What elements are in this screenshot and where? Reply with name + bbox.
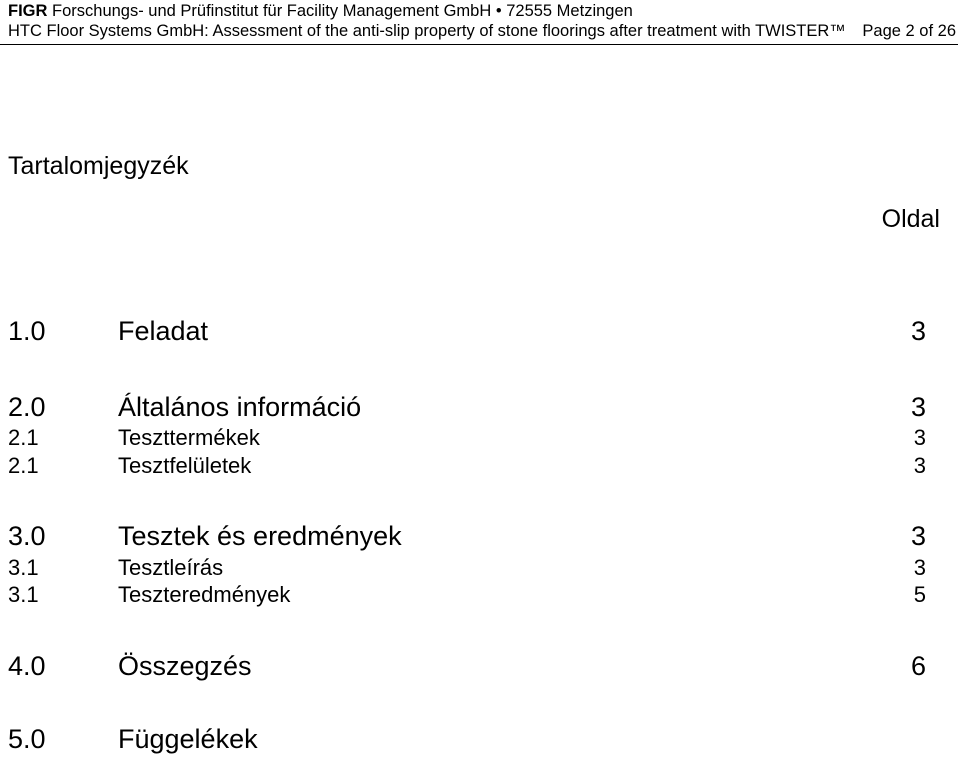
header-subject-line: [8, 21, 956, 41]
toc-title: Tartalomjegyzék: [8, 152, 189, 180]
toc-entry-page: 3: [913, 555, 926, 580]
toc-entry-number: 3.0: [8, 521, 46, 551]
toc-entry-number: 2.0: [8, 392, 46, 422]
toc-entry-title: Teszteredmények: [118, 582, 291, 607]
toc-entry-page: 3: [913, 453, 926, 478]
toc-entry-title: Tesztleírás: [118, 555, 224, 580]
toc-entry-number: 2.1: [8, 453, 39, 478]
toc-entry-number: 4.0: [8, 651, 46, 681]
brand-name: FIGR: [8, 2, 48, 20]
toc-entry[interactable]: [8, 453, 926, 483]
toc-entry-page: 3: [910, 392, 926, 422]
toc-entry-number: 5.0: [8, 724, 46, 754]
page-number: Page 2 of 26: [862, 22, 956, 40]
toc-entry-page: 5: [913, 582, 926, 607]
toc-entry-title: Feladat: [118, 316, 209, 346]
toc-entry-title: Általános információ: [118, 392, 362, 422]
toc-entry[interactable]: [8, 315, 926, 345]
toc-entry-number: 1.0: [8, 316, 46, 346]
toc-entry-title: Teszttermékek: [118, 425, 260, 450]
toc-entry-page: 3: [913, 425, 926, 450]
toc-entry-number: 2.1: [8, 425, 39, 450]
toc-entry-page: 3: [910, 316, 926, 346]
toc-entry[interactable]: [8, 723, 926, 753]
institute-name: Forschungs- und Prüfinstitut für Facility Management GmbH • 72555 Metzingen: [52, 2, 633, 20]
toc-entry-page: 3: [910, 521, 926, 551]
toc-entry-page: 6: [910, 651, 926, 681]
toc-entry[interactable]: [8, 555, 926, 585]
toc-entry-title: Összegzés: [118, 651, 252, 681]
page-column-label: Oldal: [881, 205, 940, 233]
toc-entry-title: Tesztfelületek: [118, 453, 252, 478]
toc-entry[interactable]: [8, 425, 926, 455]
toc-entry[interactable]: [8, 582, 926, 612]
header-divider: [0, 44, 958, 45]
toc-entry[interactable]: [8, 520, 926, 550]
report-subject: HTC Floor Systems GmbH: Assessment of the anti-slip property of stone floorings after treatment with TWISTER™: [8, 22, 846, 40]
header-institute-line: [8, 1, 633, 21]
toc-entry-title: Tesztek és eredmények: [118, 521, 402, 551]
toc-entry[interactable]: [8, 650, 926, 680]
toc-entry[interactable]: [8, 391, 926, 421]
toc-entry-title: Függelékek: [118, 724, 258, 754]
toc-entry-number: 3.1: [8, 582, 39, 607]
toc-entry-number: 3.1: [8, 555, 39, 580]
